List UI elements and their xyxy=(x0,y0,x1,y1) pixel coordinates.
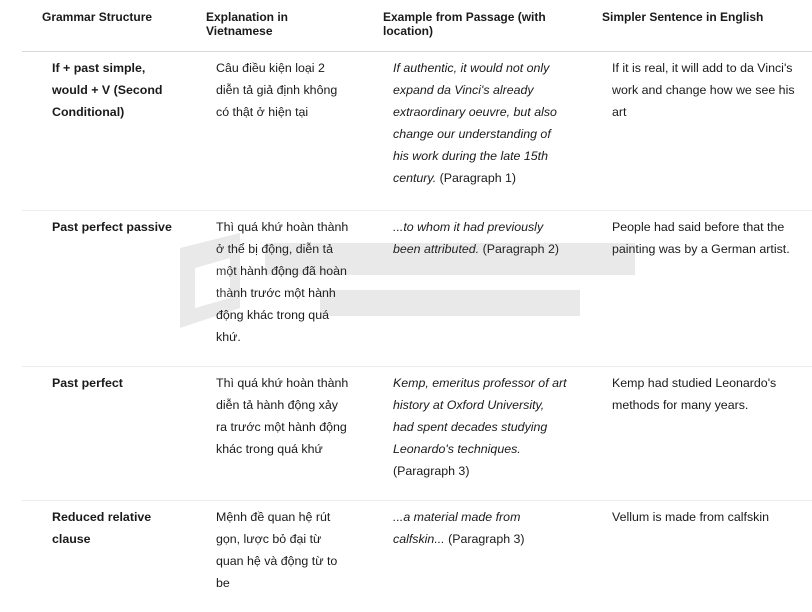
header-grammar-structure: Grammar Structure xyxy=(22,0,186,52)
table-header-row xyxy=(22,0,812,52)
cell-explanation: Thì quá khứ hoàn thành diễn tả hành động xảy ra trước một hành động khác trong quá khứ xyxy=(186,367,363,501)
cell-example xyxy=(363,211,582,367)
cell-simple: If it is real, it will add to da Vinci's work and change how we see his art xyxy=(582,52,812,211)
header-explanation: Explanation in Vietnamese xyxy=(186,0,363,52)
example-text: ...a material made from calfskin... xyxy=(393,510,520,546)
example-location: (Paragraph 1) xyxy=(440,171,516,185)
cell-structure: Past perfect xyxy=(22,367,186,501)
cell-explanation: Thì quá khứ hoàn thành ở thể bị động, diễn tả một hành động đã hoàn thành trước một hành động khác trong quá khứ. xyxy=(186,211,363,367)
cell-example xyxy=(363,367,582,501)
table-row xyxy=(22,211,812,367)
cell-simple: Vellum is made from calfskin xyxy=(582,501,812,612)
table-row xyxy=(22,367,812,501)
header-simpler-sentence: Simpler Sentence in English xyxy=(582,0,812,52)
cell-structure: Reduced relative clause xyxy=(22,501,186,612)
cell-example xyxy=(363,52,582,211)
cell-structure: Past perfect passive xyxy=(22,211,186,367)
example-text: Kemp, emeritus professor of art history at Oxford University, had spent decades studying Leonardo's techniques. xyxy=(393,376,567,456)
table-row xyxy=(22,52,812,211)
cell-example xyxy=(363,501,582,612)
cell-simple: People had said before that the painting was by a German artist. xyxy=(582,211,812,367)
example-location: (Paragraph 3) xyxy=(448,532,524,546)
table-row xyxy=(22,501,812,612)
cell-explanation: Mệnh đề quan hệ rút gọn, lược bỏ đại từ quan hệ và động từ to be xyxy=(186,501,363,612)
example-text: ...to whom it had previously been attributed. xyxy=(393,220,543,256)
grammar-table xyxy=(22,0,812,612)
header-example: Example from Passage (with location) xyxy=(363,0,582,52)
example-location: (Paragraph 2) xyxy=(483,242,559,256)
example-location: (Paragraph 3) xyxy=(393,464,469,478)
cell-explanation: Câu điều kiện loại 2 diễn tả giả định không có thật ở hiện tại xyxy=(186,52,363,211)
example-text: If authentic, it would not only expand da Vinci's already extraordinary oeuvre, but also change our understanding of his work during the late 15th century. xyxy=(393,61,557,185)
cell-simple: Kemp had studied Leonardo's methods for many years. xyxy=(582,367,812,501)
cell-structure: If + past simple, would + V (Second Conditional) xyxy=(22,52,186,211)
